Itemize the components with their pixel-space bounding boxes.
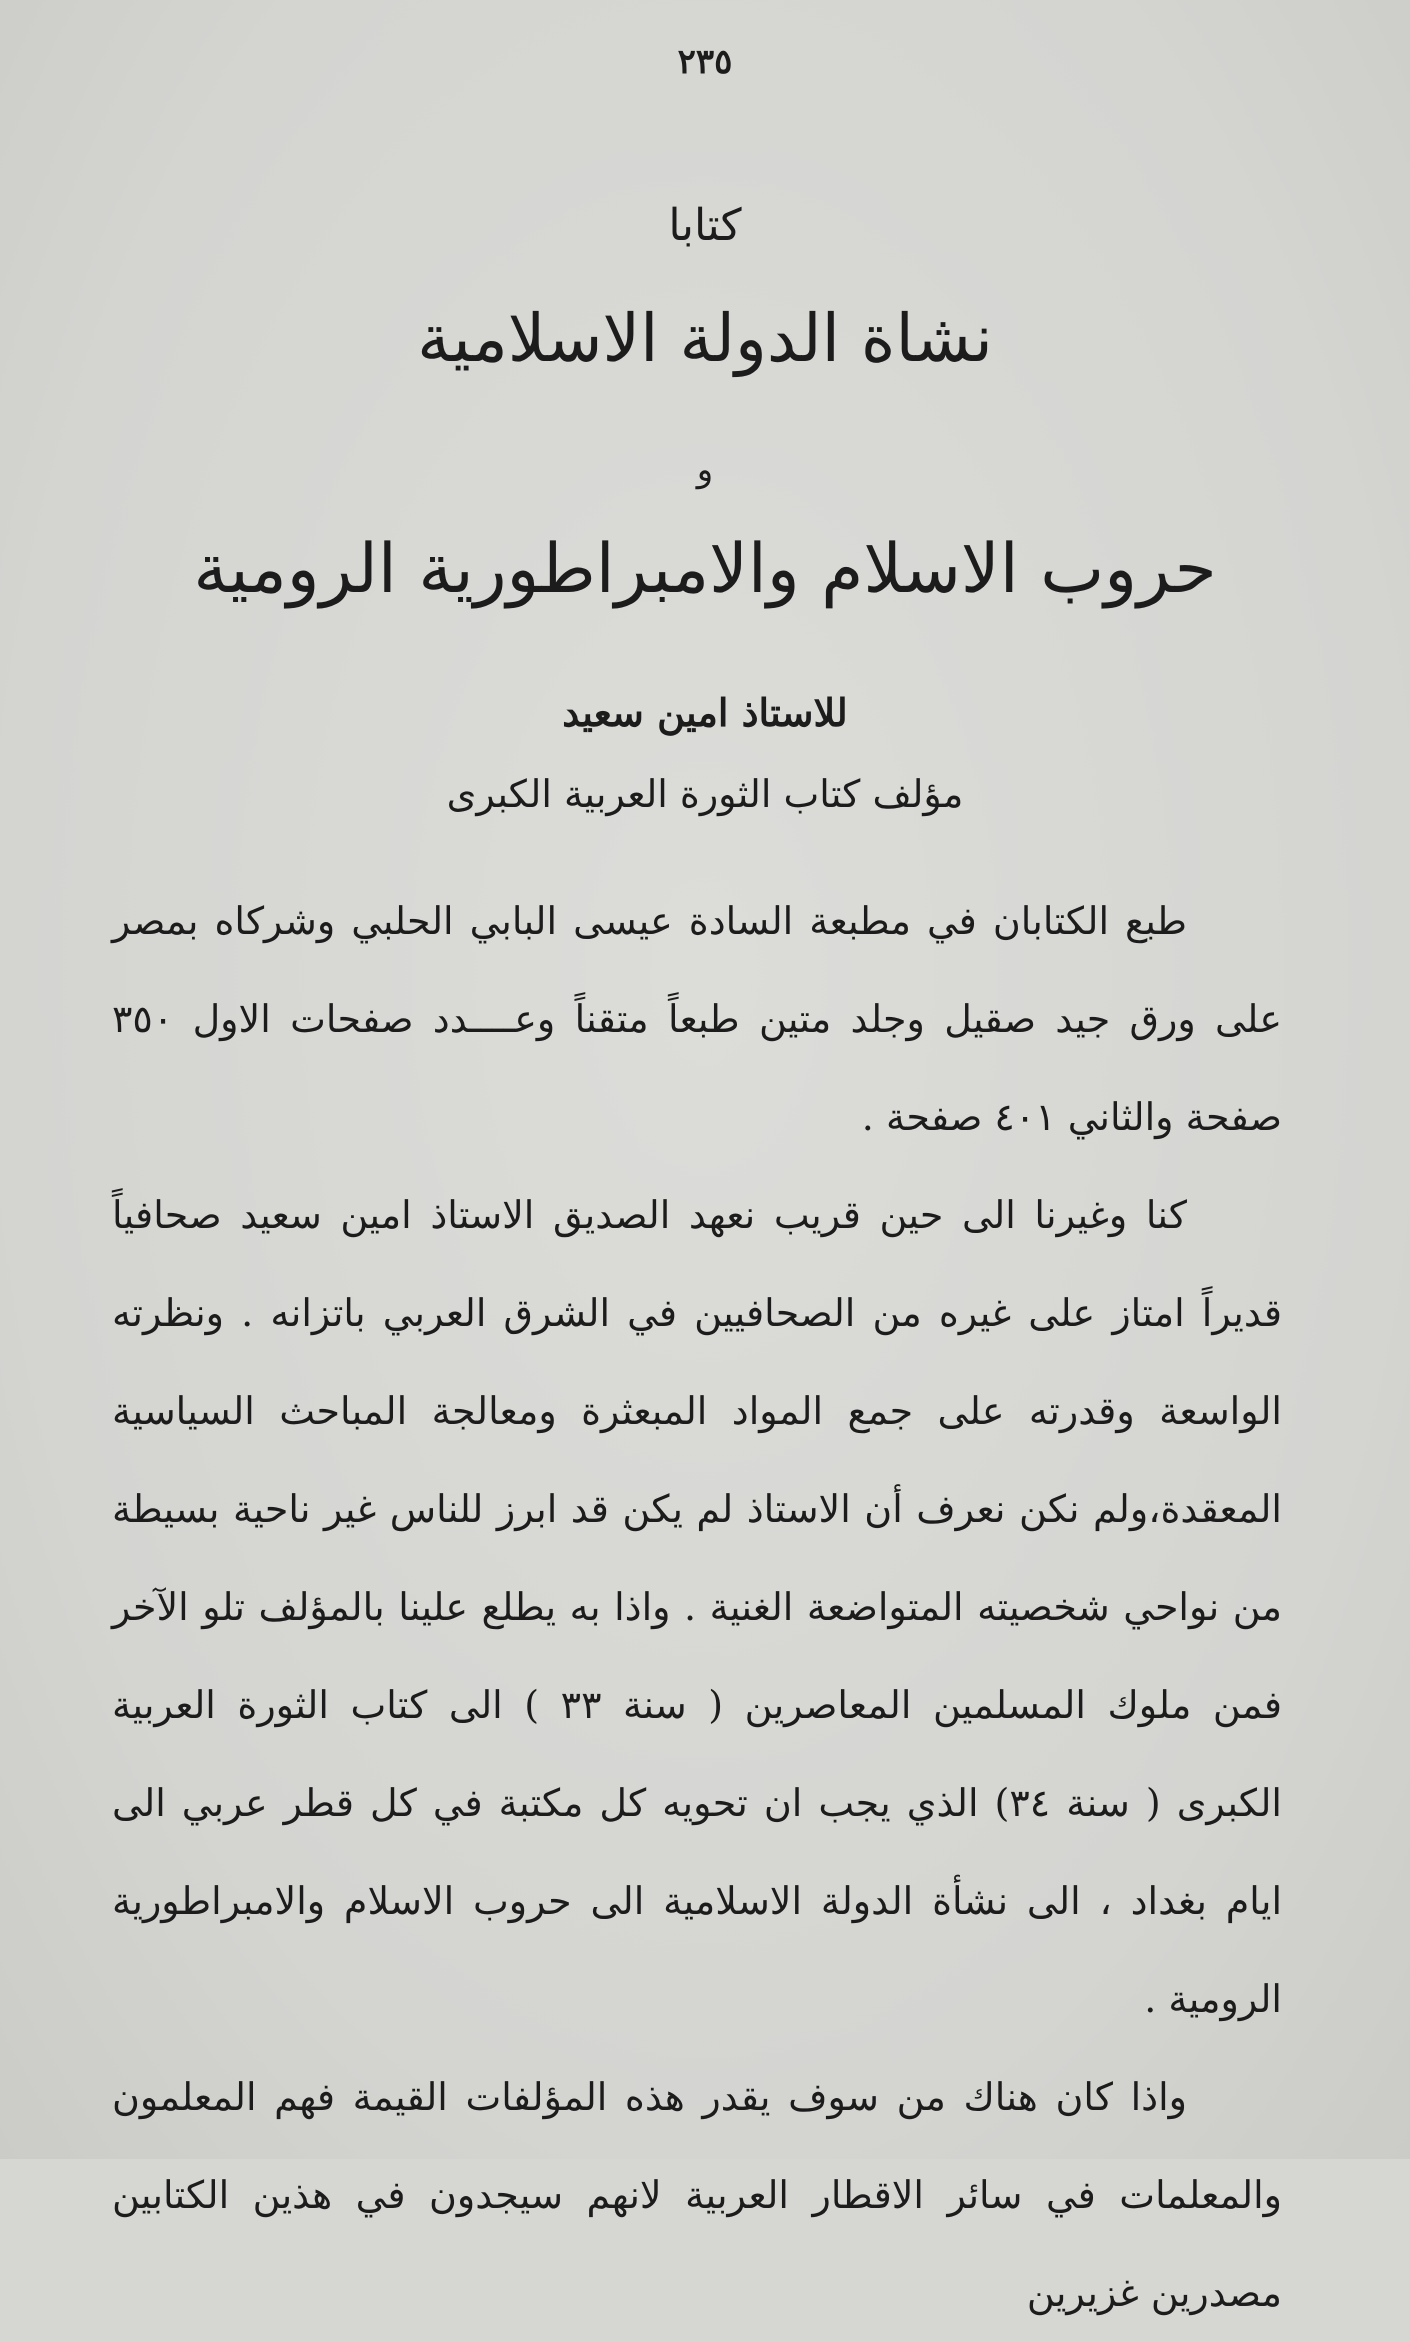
book-title-1: نشاة الدولة الاسلامية [417, 300, 993, 377]
paragraph: كنا وغيرنا الى حين قريب نعهد الصديق الاستاذ امين سعيد صحافياً قديراً امتاز على غيره من الصحافيين في الشرق العربي باتزانه . ونظرته الواسعة وقدرته على جمع المواد المبعثرة ومعالجة المباحث السياسية المعقدة،ولم نكن نعرف أن الاستاذ لم يكن قد ابرز للناس غير ناحية بسيطة من نواحي شخصيته المتواضعة الغنية . واذا به يطلع علينا بالمؤلف تلو الآخر فمن ملوك المسلمين المعاصرين ( سنة ٣٣ ) الى كتاب الثورة العربية الكبرى ( سنة ٣٤) الذي يجب ان تحويه كل مكتبة في كل قطر عربي الى ايام بغداد ، الى نشأة الدولة الاسلامية الى حروب الاسلام والامبراطورية الرومية . [112, 1193, 1282, 2021]
title-conjunction: و [696, 450, 714, 490]
page-number: ٢٣٥ [677, 42, 733, 82]
paragraph: طبع الكتابان في مطبعة السادة عيسى البابي الحلبي وشركاه بمصر على ورق جيد صقيل وجلد متين طبعاً متقناً وعــــدد صفحات الاول ٣٥٠ صفحة والثاني ٤٠١ صفحة . [112, 899, 1282, 1139]
book-title-2: حروب الاسلام والامبراطورية الرومية [193, 530, 1217, 609]
header-kicker: كتابا [668, 200, 742, 251]
author-subtitle: مؤلف كتاب الثورة العربية الكبرى [446, 772, 964, 816]
body-text [112, 872, 1282, 2342]
paragraph: واذا كان هناك من سوف يقدر هذه المؤلفات القيمة فهم المعلمون والمعلمات في سائر الاقطار العربية لانهم سيجدون في هذين الكتابين مصدرين غزيرين [112, 2075, 1282, 2315]
author-name: للاستاذ امين سعيد [562, 690, 848, 735]
